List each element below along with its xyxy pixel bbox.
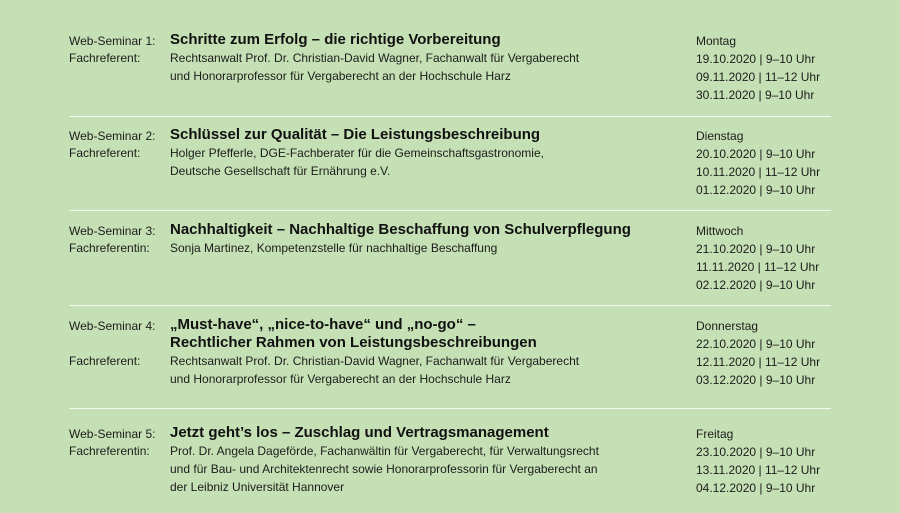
speaker-description: Prof. Dr. Angela Dageförde, Fachanwältin für Vergaberecht, für Verwaltungsrecht [170,444,599,458]
date-slot: 11.11.2020 | 11–12 Uhr [696,260,820,274]
speaker-description: Rechtsanwalt Prof. Dr. Christian-David Wagner, Fachanwalt für Vergaberecht [170,51,580,65]
seminar-label: Web-Seminar 1: [69,34,156,48]
speaker-label: Fachreferent: [69,51,141,65]
speaker-description: Holger Pfefferle, DGE-Fachberater für die Gemeinschaftsgastronomie, [170,146,544,160]
speaker-label: Fachreferent: [69,354,141,368]
seminar-title: Schlüssel zur Qualität – Die Leistungsbeschreibung [170,126,541,143]
date-slot: 22.10.2020 | 9–10 Uhr [696,337,816,351]
divider [69,408,831,409]
date-slot: 12.11.2020 | 11–12 Uhr [696,355,821,369]
date-slot: 03.12.2020 | 9–10 Uhr [696,373,816,387]
date-slot: 02.12.2020 | 9–10 Uhr [696,278,816,292]
weekday: Montag [696,34,737,48]
speaker-description: und Honorarprofessor für Vergaberecht an der Hochschule Harz [170,372,511,386]
seminar-label: Web-Seminar 4: [69,319,156,333]
date-slot: 20.10.2020 | 9–10 Uhr [696,147,816,161]
seminar-label: Web-Seminar 3: [69,224,156,238]
speaker-description: Deutsche Gesellschaft für Ernährung e.V. [170,164,391,178]
weekday: Donnerstag [696,319,759,333]
weekday: Freitag [696,427,734,441]
date-slot: 13.11.2020 | 11–12 Uhr [696,463,821,477]
date-slot: 21.10.2020 | 9–10 Uhr [696,242,816,256]
seminar-title: Nachhaltigkeit – Nachhaltige Beschaffung von Schulverpflegung [170,221,631,238]
speaker-label: Fachreferent: [69,146,141,160]
seminar-label: Web-Seminar 2: [69,129,156,143]
speaker-description: Sonja Martinez, Kompetenzstelle für nachhaltige Beschaffung [170,241,498,255]
seminar-label: Web-Seminar 5: [69,427,156,441]
seminar-title: Schritte zum Erfolg – die richtige Vorbereitung [170,31,501,48]
date-slot: 19.10.2020 | 9–10 Uhr [696,52,816,66]
seminar-3 [69,221,831,303]
seminar-2 [69,126,831,208]
speaker-description: Rechtsanwalt Prof. Dr. Christian-David Wagner, Fachanwalt für Vergaberecht [170,354,580,368]
weekday: Mittwoch [696,224,744,238]
seminar-1 [69,31,831,113]
speaker-description: und für Bau- und Architektenrecht sowie Honorarprofessorin für Vergaberecht an [170,462,598,476]
date-slot: 09.11.2020 | 11–12 Uhr [696,70,821,84]
date-slot: 10.11.2020 | 11–12 Uhr [696,165,821,179]
seminar-title: „Must-have“, „nice-to-have“ und „no-go“ – [170,316,476,333]
speaker-description: und Honorarprofessor für Vergaberecht an der Hochschule Harz [170,69,511,83]
seminar-4 [69,316,831,398]
weekday: Dienstag [696,129,744,143]
date-slot: 01.12.2020 | 9–10 Uhr [696,183,816,197]
seminar-5 [69,424,831,506]
divider [69,210,831,211]
seminar-title: Rechtlicher Rahmen von Leistungsbeschreibungen [170,334,537,351]
speaker-label: Fachreferentin: [69,241,150,255]
seminar-title: Jetzt geht’s los – Zuschlag und Vertragsmanagement [170,424,549,441]
speaker-label: Fachreferentin: [69,444,150,458]
divider [69,116,831,117]
date-slot: 04.12.2020 | 9–10 Uhr [696,481,816,495]
speaker-description: der Leibniz Universität Hannover [170,480,345,494]
date-slot: 30.11.2020 | 9–10 Uhr [696,88,815,102]
date-slot: 23.10.2020 | 9–10 Uhr [696,445,816,459]
divider [69,305,831,306]
